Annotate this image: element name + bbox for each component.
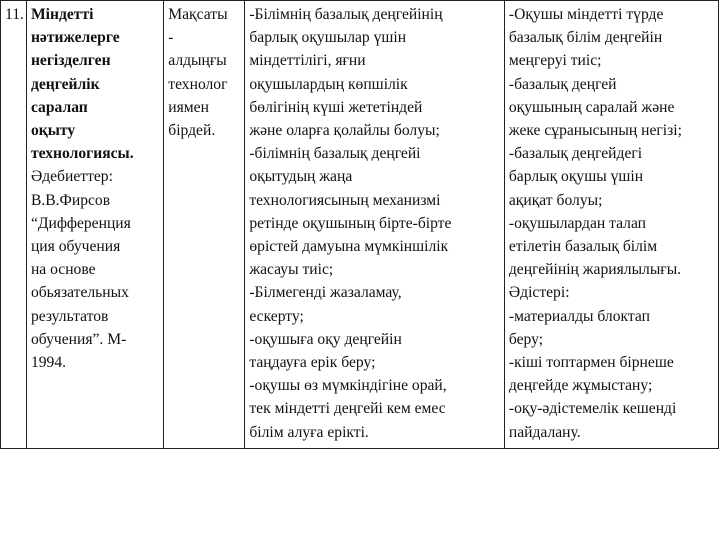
goal-line: иямен — [168, 98, 209, 116]
methods-line: барлық оқушы үшін — [508, 168, 644, 186]
principles-line: ескерту; — [249, 307, 304, 325]
goal-line: алдыңғы — [168, 52, 227, 70]
technology-title-line: саралап — [30, 98, 88, 116]
principles-line: -оқушыға оқу деңгейін — [249, 330, 402, 348]
goal-cell — [164, 1, 245, 449]
principles-line: -білімнің базалық деңгейі — [249, 145, 421, 163]
principles-line: таңдауға ерік беру; — [249, 354, 376, 372]
table-row — [1, 1, 719, 449]
technology-title-line: Міндетті — [30, 6, 94, 23]
literature-line: ция обучения — [30, 238, 121, 256]
technology-title-line: деңгейлік — [30, 75, 100, 93]
methods-line: оқушының саралай және — [508, 98, 675, 116]
literature-line: обучения”. М- — [30, 330, 127, 348]
methods-line: етілетін базалық білім — [508, 238, 658, 256]
methods-line: Әдістері: — [508, 284, 570, 302]
methods-line: базалық білім деңгейін — [508, 29, 663, 47]
principles-line: оқытудың жаңа — [249, 168, 353, 186]
methods-line: жеке сұранысының негізі; — [508, 122, 682, 140]
principles-line: жасауы тиіс; — [249, 261, 334, 279]
methods-line: ақиқат болуы; — [508, 191, 603, 209]
principles-line: технологиясының механизмі — [249, 191, 441, 209]
principles-line: бөлігінің күші жететіндей — [249, 98, 423, 116]
technology-title-line: нәтижелерге — [30, 29, 120, 47]
principles-line: -Білмегенді жазаламау, — [249, 284, 402, 302]
literature-line: Әдебиеттер: — [30, 168, 113, 186]
methods-line: -материалды блоктап — [508, 307, 650, 325]
methods-line: пайдалану. — [508, 423, 581, 441]
technology-title-line: оқыту — [30, 122, 76, 140]
literature-line: результатов — [30, 307, 109, 325]
methods-line: деңгейде жұмыстану; — [508, 377, 653, 395]
principles-line: барлық оқушылар үшін — [249, 29, 407, 47]
principles-cell — [245, 1, 505, 449]
methods-line: -оқушылардан талап — [508, 214, 647, 232]
principles-line: міндеттілігі, яғни — [249, 52, 366, 70]
principles-line: және оларға қолайлы болуы; — [249, 122, 440, 140]
row-number: 11. — [5, 6, 24, 23]
principles-line: білім алуға ерікті. — [249, 423, 369, 441]
principles-line: оқушылардың көпшілік — [249, 75, 408, 93]
methods-line: меңгеруі тиіс; — [508, 52, 602, 70]
technology-cell — [26, 1, 163, 449]
methods-line: -кіші топтармен бірнеше — [508, 354, 674, 372]
methods-line: беру; — [508, 330, 544, 348]
goal-line: бірдей. — [168, 122, 216, 140]
methods-cell — [504, 1, 718, 449]
principles-line: тек міндетті деңгейі кем емес — [249, 400, 446, 418]
literature-line: “Дифференция — [30, 214, 131, 232]
row-number-cell — [1, 1, 27, 449]
methods-line: деңгейінің жариялылығы. — [508, 261, 682, 279]
principles-line: өрістей дамуына мүмкіншілік — [249, 238, 449, 256]
technology-title-line: технологиясы. — [30, 145, 134, 163]
principles-line: -оқушы өз мүмкіндігіне орай, — [249, 377, 447, 395]
principles-line: -Білімнің базалық деңгейінің — [249, 6, 443, 23]
goal-line: - — [168, 29, 174, 47]
literature-line: обьязательных — [30, 284, 129, 302]
methods-line: -базалық деңгей — [508, 75, 617, 93]
goal-line: Мақсаты — [168, 6, 228, 23]
technology-title-line: негізделген — [30, 52, 111, 70]
principles-line: ретінде оқушының бірте-бірте — [249, 214, 452, 232]
literature-line: на основе — [30, 261, 96, 279]
goal-line: технолог — [168, 75, 228, 93]
methods-line: -Оқушы міндетті түрде — [508, 6, 664, 23]
methods-line: -оқу-әдістемелік кешенді — [508, 400, 677, 418]
methods-line: -базалық деңгейдегі — [508, 145, 643, 163]
literature-line: В.В.Фирсов — [30, 191, 111, 209]
literature-line: 1994. — [30, 354, 67, 372]
